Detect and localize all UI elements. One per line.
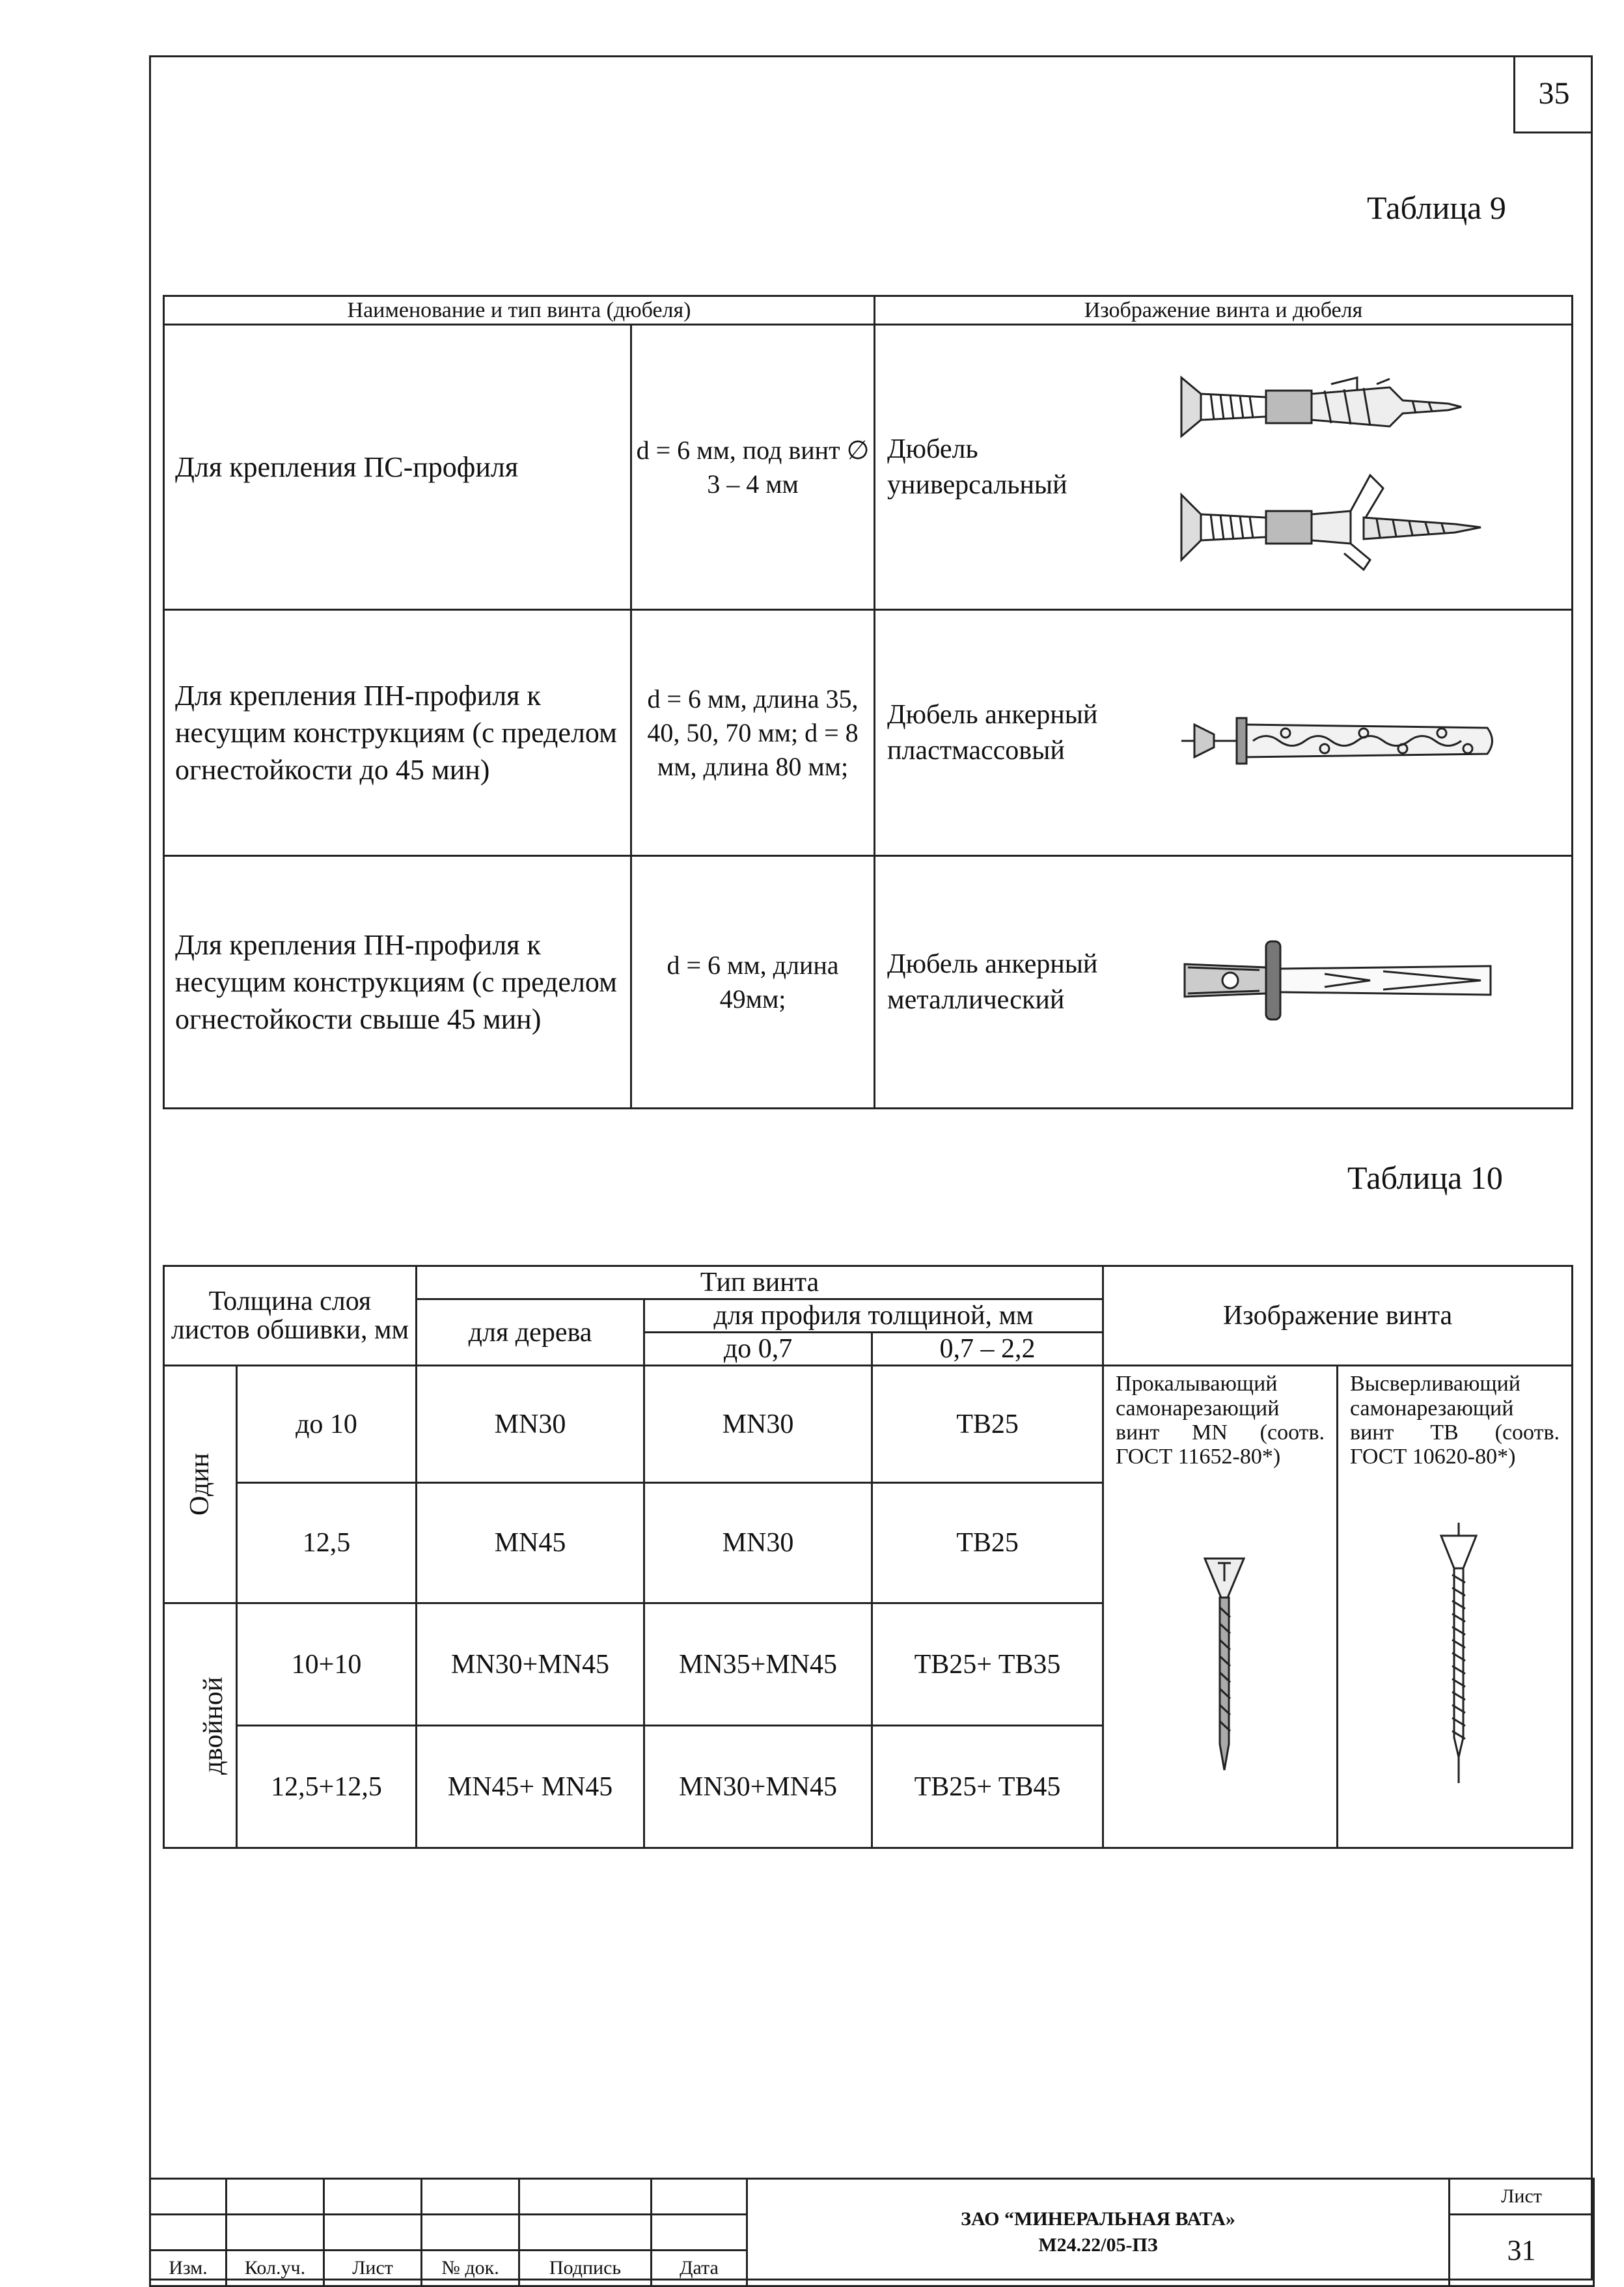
t10-cell-wood: MN45+ MN45: [417, 1726, 644, 1848]
label-doc-no: № док.: [422, 2251, 519, 2286]
t10-cell-p22: TB25+ TB35: [872, 1603, 1103, 1726]
t10-header-wood: для дерева: [417, 1299, 644, 1366]
table-row: [164, 856, 1573, 1109]
t10-header-profile: для профиля толщиной, мм: [644, 1299, 1103, 1333]
t10-header-range: 0,7 – 2,2: [872, 1333, 1103, 1366]
t10-cell-wood: MN30: [417, 1366, 644, 1483]
t9-row2-name: Для крепления ПН-профиля к несущим конструкциям (с пределом огнестойкости до 45 мин): [164, 610, 631, 856]
title-block: [149, 2178, 1595, 2287]
t10-cell-p07: MN30: [644, 1483, 872, 1603]
t10-header-screw-type: Тип винта: [417, 1266, 1103, 1299]
document-code: М24.22/05-ПЗ: [1038, 2234, 1158, 2256]
t10-group-single: Один: [164, 1366, 237, 1603]
sheet-label: Лист: [1450, 2179, 1594, 2215]
t9-row3-image-cell: [875, 856, 1573, 1109]
t10-cell-thickness: до 10: [237, 1366, 417, 1483]
table-row: [164, 610, 1573, 856]
t10-cell-p22: TB25: [872, 1483, 1103, 1603]
table-row: [164, 325, 1573, 610]
mn-screw-drawing: [1202, 1555, 1247, 1777]
t9-row1-spec: d = 6 мм, под винт ∅ 3 – 4 мм: [631, 325, 875, 610]
table10-caption: Таблица 10: [1347, 1159, 1503, 1196]
label-izm: Изм.: [150, 2251, 227, 2286]
universal-dowel-drawing: [1175, 365, 1500, 579]
t10-cell-wood: MN45: [417, 1483, 644, 1603]
t10-header-thickness: Толщина слоя листов обшивки, мм: [164, 1266, 417, 1366]
t10-screw-mn-cell: [1103, 1366, 1338, 1848]
t10-cell-p07: MN30: [644, 1366, 872, 1483]
t10-cell-p22: TB25+ TB45: [872, 1726, 1103, 1848]
label-signature: Подпись: [519, 2251, 652, 2286]
t10-header-upto07: до 0,7: [644, 1333, 872, 1366]
page-number: 35: [1513, 55, 1593, 133]
t10-cell-p22: TB25: [872, 1366, 1103, 1483]
t10-cell-thickness: 12,5: [237, 1483, 417, 1603]
table-9: [163, 295, 1573, 1109]
t9-row2-spec: d = 6 мм, длина 35, 40, 50, 70 мм; d = 8 мм, длина 80 мм;: [631, 610, 875, 856]
label-list: Лист: [324, 2251, 422, 2286]
label-date: Дата: [652, 2251, 747, 2286]
t9-row1-name: Для крепления ПС-профиля: [164, 325, 631, 610]
t10-header-image: Изображение винта: [1103, 1266, 1573, 1366]
t9-row3-name: Для крепления ПН-профиля к несущим конструкциям (с пределом огнестойкости свыше 45 мин): [164, 856, 631, 1109]
t10-cell-thickness: 10+10: [237, 1603, 417, 1726]
t9-row1-image-cell: [875, 325, 1573, 610]
t10-screw-tb-desc: Высверливающий самонарезающий винт ТВ (соотв. ГОСТ 10620-80*): [1350, 1372, 1560, 1469]
t10-cell-thickness: 12,5+12,5: [237, 1726, 417, 1848]
t9-header-name: Наименование и тип винта (дюбеля): [164, 296, 875, 325]
metal-anchor-dowel-drawing: [1175, 928, 1500, 1033]
t9-row3-spec: d = 6 мм, длина 49мм;: [631, 856, 875, 1109]
tb-screw-drawing: [1436, 1523, 1481, 1783]
sheet-number: 31: [1450, 2215, 1594, 2286]
t10-screw-tb-cell: [1338, 1366, 1573, 1848]
title-block-company-cell: [747, 2179, 1450, 2286]
t9-row3-dowel: Дюбель анкерный металлический: [887, 949, 1098, 1015]
t10-group-double: двойной: [164, 1603, 237, 1848]
table-10: [163, 1265, 1573, 1849]
table9-caption: Таблица 9: [1367, 189, 1506, 226]
label-kol-uch: Кол.уч.: [227, 2251, 324, 2286]
company-name: ЗАО “МИНЕРАЛЬНАЯ ВАТА»: [961, 2208, 1235, 2230]
t9-header-image: Изображение винта и дюбеля: [875, 296, 1573, 325]
t9-row2-image-cell: [875, 610, 1573, 856]
t9-row2-dowel: Дюбель анкерный пластмассовый: [887, 699, 1098, 766]
t10-cell-p07: MN35+MN45: [644, 1603, 872, 1726]
t10-cell-wood: MN30+MN45: [417, 1603, 644, 1726]
table-row: [164, 1366, 1573, 1483]
plastic-anchor-dowel-drawing: [1175, 708, 1500, 773]
t10-cell-p07: MN30+MN45: [644, 1726, 872, 1848]
t9-row1-dowel: Дюбель универсальный: [887, 434, 1067, 500]
t10-screw-mn-desc: Прокалывающий самонарезающий винт MN (соотв. ГОСТ 11652-80*): [1116, 1372, 1325, 1469]
